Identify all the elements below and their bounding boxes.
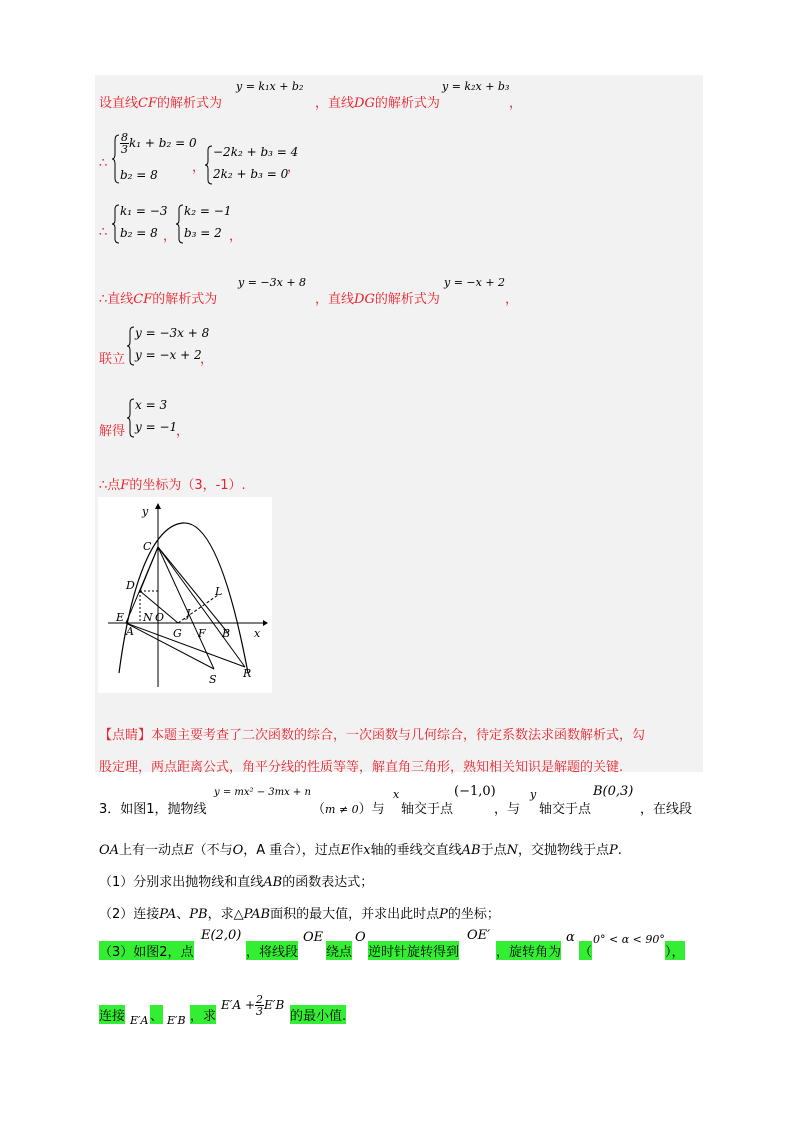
equation-row: y = −1 (135, 420, 178, 434)
equation-system-3 (127, 324, 210, 368)
math-o: O (355, 930, 366, 945)
math-e: E (184, 843, 194, 858)
solve-jointly-label: 联立 (99, 352, 126, 367)
text: ，直线 (315, 96, 355, 111)
math-expression (221, 994, 284, 1017)
equation-row: y = −3x + 8 (135, 326, 210, 340)
text: 的坐标； (447, 907, 500, 922)
question-3-text: ，旋转角为 (496, 941, 561, 960)
equation-cf: y = −3x + 8 (238, 276, 307, 289)
solution-line-4 (99, 288, 217, 307)
solution-line-1 (99, 92, 222, 111)
problem3-line-2 (99, 839, 622, 858)
text: ，求 (207, 907, 234, 922)
problem3-line-1a: 3．如图1，抛物线 (99, 802, 207, 817)
text: 的解析式为 (152, 292, 218, 307)
comment-line-2: 股定理，两点距离公式，角平分线的性质等等，解直角三角形，熟知相关知识是解题的关键. (99, 760, 624, 775)
equation-row: k₁ = −3 (120, 204, 168, 218)
label-d: D (126, 579, 135, 592)
text: 的解析式为 (374, 96, 440, 111)
question-3-text: 、 (150, 1005, 163, 1024)
math-ab: AB (263, 875, 283, 890)
math-cf: CF (138, 96, 157, 111)
label-f: F (198, 627, 206, 640)
math-cf: CF (133, 292, 153, 307)
question-3-text: 绕点 (326, 941, 352, 960)
math-angle-range: 0° < α < 90° (593, 933, 665, 946)
punct: ， (287, 160, 301, 175)
equation-system-2b (176, 203, 236, 247)
punct: ， (192, 160, 206, 175)
equation-dg: y = −x + 2 (444, 276, 506, 289)
text: ∴直线 (99, 292, 134, 307)
punct: ， (505, 292, 519, 307)
equation-system-1a (112, 131, 197, 184)
question-3-text: 逆时针旋转得到 (368, 941, 459, 960)
solution-label: 解得 (99, 424, 126, 439)
question-1 (99, 871, 373, 890)
text: ）与 (358, 802, 385, 817)
equation-row: b₃ = 2 (184, 226, 222, 240)
left-brace-icon (112, 134, 120, 184)
punct: ， (229, 229, 243, 244)
text: （不与 (193, 843, 233, 858)
label-r: R (243, 667, 252, 680)
y-axis-arrow-icon (155, 503, 161, 509)
text: ，A 重合），过点 (243, 843, 341, 858)
label-s: S (209, 673, 217, 686)
text: （2）连接 (99, 907, 160, 922)
question-3-text: （3）如图2，点 (99, 941, 194, 960)
text: （1）分别求出抛物线和直线 (99, 875, 264, 890)
text: 、 (176, 907, 190, 922)
label-e: E (116, 611, 125, 624)
therefore-symbol: ∴ (99, 156, 108, 171)
parabola-equation: y = mx² − 3mx + n (214, 787, 311, 798)
parabola-curve (119, 523, 248, 673)
dashed-line-gl (178, 595, 218, 623)
line-cr (158, 547, 245, 667)
equation-row: x = 3 (135, 398, 168, 412)
math-f: F (120, 478, 130, 493)
equation-row: −2k₂ + b₃ = 4 (213, 145, 299, 159)
math-x: x (363, 843, 371, 858)
figure-svg (98, 497, 272, 693)
text: （ (312, 802, 326, 817)
text: 轴交于点 (401, 802, 454, 817)
equation-row: y = −x + 2 (135, 348, 202, 362)
math-e-prime-a: E′A (130, 1014, 149, 1027)
text: ∴点 (99, 478, 121, 493)
text: ，在线段 (640, 802, 693, 817)
question-3-text: 的最小值. (290, 1005, 346, 1024)
question-2 (99, 903, 500, 922)
text: ，将线段 (246, 945, 299, 960)
math-triangle-pab: △PAB (233, 907, 271, 922)
left-brace-icon (127, 326, 135, 366)
solution-line-1b (315, 92, 440, 111)
label-n: N (143, 611, 153, 624)
math-oe-prime: OE′ (467, 928, 491, 943)
left-brace-icon (205, 145, 213, 185)
math-dg: DG (354, 96, 375, 111)
equation-row: b₂ = 8 (120, 168, 158, 182)
math-dg: DG (354, 292, 375, 307)
label-x: x (254, 627, 261, 640)
label-a: A (126, 625, 134, 638)
text: 作 (350, 843, 364, 858)
equation-dg-general: y = k₂x + b₃ (442, 80, 510, 93)
point-b (593, 784, 633, 799)
equation-row: k₁ + b₂ = 0 (129, 136, 197, 150)
math-y: y (530, 788, 537, 801)
math-e-point: E(2,0) (201, 928, 242, 943)
geometry-figure (98, 497, 272, 693)
fraction-numerator: 8 (121, 131, 128, 144)
math-ab: AB (461, 843, 481, 858)
equation-cf-general: y = k₁x + b₂ (236, 80, 304, 93)
punct: ， (509, 96, 523, 111)
therefore-symbol: ∴ (99, 225, 108, 240)
math-alpha: α (566, 930, 575, 945)
point-minus1-0: (−1,0) (454, 784, 496, 799)
equation-row: k₂ = −1 (184, 204, 232, 218)
question-3-text: ，求 (190, 1005, 216, 1024)
math-oa: OA (99, 843, 120, 858)
punct: ， (200, 352, 214, 367)
punct: ， (176, 424, 190, 439)
label-o: O (155, 611, 165, 624)
fraction-denominator: 3 (256, 1005, 264, 1018)
text: 的解析式为 (156, 96, 222, 111)
math-o: O (232, 843, 244, 858)
left-brace-icon (176, 204, 184, 244)
solution-line-4b (315, 288, 440, 307)
text: 设直线 (99, 96, 139, 111)
question-3-text (579, 941, 592, 960)
text: 的坐标为（3，-1）. (129, 478, 246, 493)
question-3-text: ）， (665, 941, 685, 960)
math-p: P (439, 907, 448, 922)
fraction-numerator: 2 (256, 993, 264, 1006)
text: （ (579, 945, 593, 960)
text: . (617, 843, 622, 858)
expr-part: E′B (264, 998, 285, 1012)
punct: ， (163, 229, 177, 244)
equation-row: 2k₂ + b₃ = 0 (213, 167, 289, 181)
text: 于点 (480, 843, 507, 858)
math-pa: PA (159, 907, 177, 922)
text: ，交抛物线于点 (518, 843, 610, 858)
result-line (99, 474, 246, 493)
math-b-point: B(0,3) (593, 784, 634, 799)
x-axis-arrow-icon (263, 620, 268, 626)
problem3-line-1b (312, 798, 385, 817)
math-condition: m ≠ 0 (325, 803, 359, 816)
label-l: L (215, 585, 223, 598)
left-brace-icon (112, 204, 120, 244)
math-e: E (340, 843, 351, 858)
text: 轴交于点 (539, 802, 592, 817)
text: 轴的垂线交直线 (370, 843, 462, 858)
text: 的函数表达式； (282, 875, 374, 890)
math-n: N (506, 843, 518, 858)
math-e-prime-b: E′B (167, 1014, 186, 1027)
fraction-denominator: 3 (121, 143, 128, 156)
text: 上有一动点 (119, 843, 185, 858)
text: ，与 (494, 802, 521, 817)
label-c: C (143, 540, 152, 553)
math-p: P (609, 843, 618, 858)
question-3-text: 连接 (99, 1005, 125, 1024)
text: 面积的最大值，并求出此时点 (270, 907, 440, 922)
label-j: J (186, 607, 191, 620)
label-y: y (142, 505, 149, 518)
math-oe: OE (303, 930, 324, 945)
question-3-text (246, 941, 298, 960)
label-b: B (222, 627, 231, 640)
point-e (201, 928, 241, 943)
equation-row: b₂ = 8 (120, 226, 158, 240)
math-x: x (393, 788, 400, 801)
expr-part: E′A + (221, 998, 256, 1012)
left-brace-icon (127, 398, 135, 438)
text: ，直线 (315, 292, 355, 307)
math-pb: PB (189, 907, 208, 922)
text: 的解析式为 (374, 292, 440, 307)
label-g: G (173, 627, 182, 640)
comment-line-1: 【点睛】本题主要考查了二次函数的综合，一次函数与几何综合，待定系数法求函数解析式，勾 (99, 728, 646, 743)
equation-system-1b (205, 143, 299, 187)
